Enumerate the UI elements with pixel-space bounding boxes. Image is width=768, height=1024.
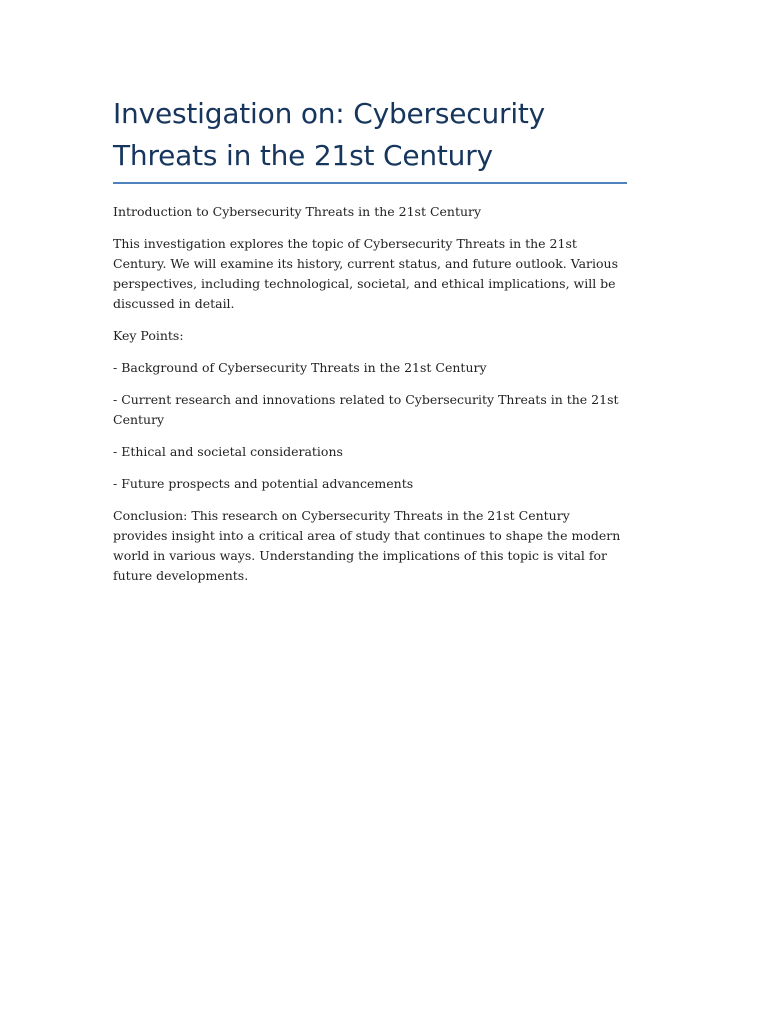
- document-content: [113, 93, 627, 598]
- key-point-item: - Ethical and societal considerations: [113, 444, 343, 459]
- key-point-item: - Future prospects and potential advancements: [113, 476, 414, 491]
- key-point-item: - Current research and innovations related to Cybersecurity Threats in the 21st Century: [113, 392, 619, 427]
- document-title: Investigation on: Cybersecurity Threats in the 21st Century: [113, 93, 627, 184]
- document-body: [113, 202, 627, 586]
- conclusion-paragraph: Conclusion: This research on Cybersecurity Threats in the 21st Century provides insight into a critical area of study that continues to shape the modern world in various ways. Understanding the implications of this topic is vital for future developments.: [113, 508, 621, 583]
- key-points-label: Key Points:: [113, 328, 184, 343]
- key-point-item: - Background of Cybersecurity Threats in the 21st Century: [113, 360, 487, 375]
- key-points-list: [113, 358, 627, 494]
- intro-heading: Introduction to Cybersecurity Threats in the 21st Century: [113, 204, 482, 219]
- intro-paragraph: This investigation explores the topic of Cybersecurity Threats in the 21st Century. We will examine its history, current status, and future outlook. Various perspectives, including technological, societal, and ethical implications, will be discussed in detail.: [113, 236, 619, 311]
